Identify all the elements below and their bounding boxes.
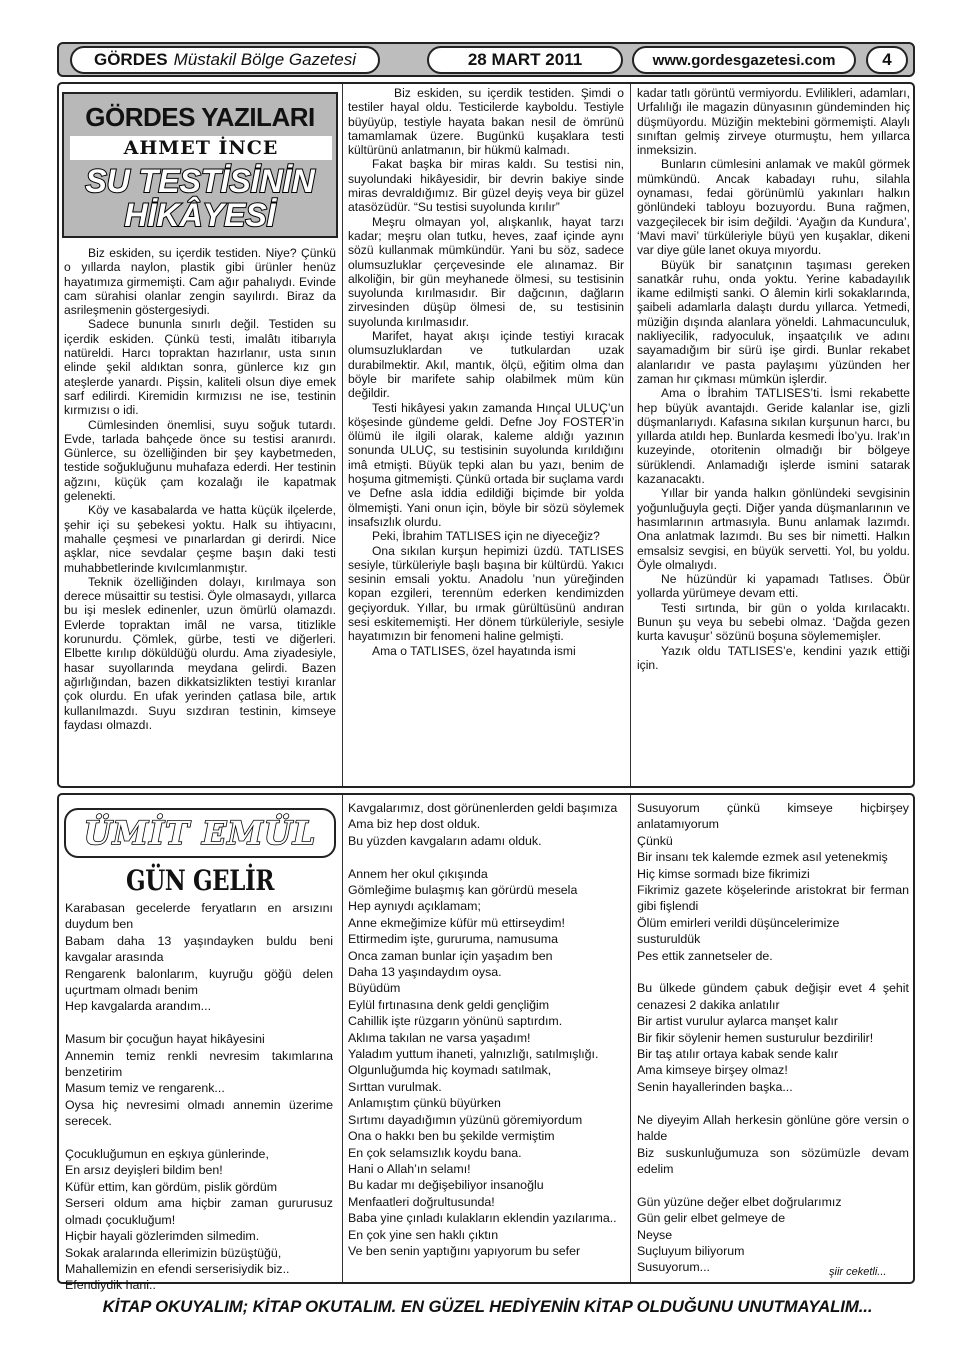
article-paragraph: Yazık oldu TATLISES’e, kendini yazık ettiği için. <box>637 643 910 672</box>
article-paragraph: Ama o TATLISES, özel hayatında ismi <box>372 643 576 658</box>
poem-line: En arsız deyişleri bildim ben! <box>65 1163 223 1178</box>
poem-line: Anlamıştım çünkü büyürken <box>348 1096 501 1111</box>
poem-column-3 <box>637 800 909 1276</box>
article-paragraph: Cümlesinden önemlisi, suyu soğuk tutardı. Evde, tarlada bahçede önce su testisi aranırdı. Günlerce, su özelliğinden bir şey kaybetmeden, testide soğukluğunu muhafaza ederdi. Her testinin ağzını, küçük çam kozalağı ile kapatmak gelenekti. <box>64 417 336 504</box>
poem-line: Hiçbir hayali gözlerimden silmedim. <box>65 1229 260 1244</box>
poem-line: Aklıma takılan ne varsa yaşadım! <box>348 1030 531 1045</box>
poem-line: Menfaatleri doğrultusunda! <box>348 1194 495 1209</box>
article-paragraph: Fakat başka bir miras kaldı. Su testisi nin, suyolundaki hikâyesidir, bir devrin bakiye sinde miras devraldığımız. Bir güzel deyiş veya bir güzel atasözüdür. “Su testisi suyolunda kırılır” <box>348 157 624 215</box>
poem-line: Rengarenk balonlarım, kuyruğu göğü delen uçurtmam olmadı benim <box>65 966 333 998</box>
stanza-break <box>637 964 909 980</box>
footer-slogan: KİTAP OKUYALIM; KİTAP OKUTALIM. EN GÜZEL HEDİYENİN KİTAP OLDUĞUNU UNUTMAYALIM... <box>102 1297 873 1316</box>
paper-subtitle: Müstakil Bölge Gazetesi <box>173 50 357 69</box>
article-paragraph: Biz eskiden, su içerdik testiden. Şimdi o testiler hayal oldu. Testicilerde kayboldu. Testiyle büyüyüp, testiyle hayata bakan nesil de ömrünü tamamlamak üzere. Bugünkü kuşaklara testi kültürünü anlatmanın, bir hükmü kalmadı. <box>348 86 624 158</box>
poem-title: GÜN GELİR <box>125 864 274 897</box>
article-paragraph: Ne hüzündür ki yapamadı Tatlıses. Öbür yollarda yürümeye devam etti. <box>637 572 910 601</box>
poem-line: Masum temiz ve rengarenk... <box>65 1081 225 1096</box>
poem-line: Daha 13 yaşındaydım oysa. <box>348 965 502 980</box>
poem-line: Bir fikir söylenir hemen susturulur bezdirilir! <box>637 1030 874 1045</box>
poem-line: Ama biz hep dost olduk. <box>348 817 481 832</box>
poem-line: Annem her okul çıkışında <box>348 866 488 881</box>
column-divider <box>630 84 631 786</box>
poem-line: Hep aynıydı açıklamam; <box>348 899 481 914</box>
poem-line: Anne ekmeğimize küfür mü ettirseydim! <box>348 915 565 930</box>
poem-line: Ve ben senin yaptığını yapıyorum bu sefer <box>348 1243 581 1258</box>
poem-line: Gün gelir elbet gelmeye de <box>637 1211 786 1226</box>
poem-line: Biz suskunluğumuza son sözümüzle devam edelim <box>637 1145 909 1176</box>
poem-line: Karabasan gecelerde feryatların en arsızını duydum ben <box>65 901 333 932</box>
author-name: AHMET İNCE <box>70 136 332 160</box>
website-link[interactable]: www.gordesgazetesi.com <box>632 46 856 74</box>
article-paragraph: Teknik özelliğinden dolayı, kırılmaya son derece müsaittir su testisi. Öyle olmasaydı, yıllarca bu işi meslek edinenler, uzun ömürlü olamazdı. Evlerde topraktan imâl ne varsa, titizlikle korunurdu. Çömlek, gürbe, testi ve diğerleri. Elbette kırılıp döküldüğü olurdu. Ama ziyadesiyle, hasar suyollarında meydana gelirdi. Bazen ağırlığından, bazen dikkatsizlikten testiyi kıranlar çok olurdu. En ufak yerinden çatlasa bile, artık kullanılmazdı. Suyu sızdıran testinin, kimseye faydası olmazdı. <box>64 574 336 732</box>
poem-line: Oysa hiç nevresimi olmadı annemin üzerime serecek. <box>65 1097 333 1129</box>
poem-line: Sokak aralarında ellerimizin büzüştüğü, <box>65 1245 282 1260</box>
poem-line: Pes ettik zannetseler de. <box>637 948 773 963</box>
poem-line: Baba yine çınladı kulakların eklendin yazılarıma.. <box>348 1211 617 1226</box>
poem-line: Susuyorum... <box>637 1260 710 1275</box>
poem-line: Ne diyeyim Allah herkesin gönlüne göre versin o halde <box>637 1112 909 1144</box>
poem-line: Ölüm emirleri verildi düşüncelerimize <box>637 915 840 930</box>
poem-line: Çünkü <box>637 833 673 848</box>
stanza-break <box>637 1177 909 1193</box>
article-paragraph: Testi sırtında, bir gün o yolda kırılacaktı. Bunun şu veya bu sebebi olmaz. ‘Dağda gezen kurta kavuşur’ sözünü boşuna söylememişler. <box>637 600 910 644</box>
stanza-break <box>65 1015 333 1031</box>
poem-line: Senin hayallerinden başka... <box>637 1079 793 1094</box>
poem-line: susturuldük <box>637 932 701 947</box>
article-title-line-1: SU TESTİSİNİN <box>85 163 315 199</box>
article-paragraph: kadar tatlı görüntü vermiyordu. Evlilikleri, adamları, Urfalılığı ile magazin dünyasının gündeminden hiç düşmüyordu. Müziğin mektebini görmemişti. Alaylı sınıftan gelmiş zirveye oturmuştu, hem yıllarca inmeksizin. <box>637 86 910 158</box>
article-column-3 <box>637 86 910 672</box>
poem-line: Sırttan vurulmak. <box>348 1079 442 1094</box>
article-column-1 <box>64 246 336 732</box>
poem-line: Ona o hakkı ben bu şekilde vermiştim <box>348 1129 555 1144</box>
article-paragraph: Ona sıkılan kurşun hepimizi üzdü. TATLISES sesiyle, türküleriyle başlı başına bir kültürdü. Yakıcı sesinin emsali yoktu. Anadolu ’nun yüreğinden kopan ezgileri, terennüm ederken kendimizden geçiyorduk. Yıllar, bu ırmak gürültüsünü andıran sesi eskitememişti. Her dönem türküleriyle, sesiyle hayatımızın bir fenomeni haline gelmişti. <box>348 543 624 644</box>
poem-line: En çok selamsızlık koydu bana. <box>348 1145 522 1160</box>
poem-author-banner: ÜMİT EMÜL <box>64 808 336 858</box>
article-paragraph: Biz eskiden, su içerdik testiden. Niye? Çünkü o yıllarda naylon, plastik gibi ürünler henüz hayatımıza girmemişti. Cam ağır pahalıydı. Evinde cam sürahisi olanlar zengin sayılırdı. Biraz da asrileşmenin göstergesiydi. <box>64 246 336 318</box>
poem-line: Efendiydik hani.. <box>65 1278 156 1293</box>
poem-line: Mahallemizin en efendi serserisiydik biz.. <box>65 1261 290 1276</box>
poem-line: Hep kavgalarda arandım... <box>65 999 212 1014</box>
column-divider <box>630 795 631 1282</box>
section-title: GÖRDES YAZILARI <box>85 102 315 132</box>
article-paragraph: Sadece bununla sınırlı değil. Testiden su içerdik eskiden. Çünkü testi, imalâtı itibarıyla natüreldi. Harcı topraktan hazırlanır, usta sının elinde şekil aldıktan sonra, günlerce kız gın ateşlerde yanardı. Pişsin, kaliteli olsun diye emek sarf edilirdi. Kiremidin kırmızısı ne ise, testinin kırmızısı o idi. <box>64 317 336 418</box>
poem-line: Serseri oldum ama hiçbir zaman gururusuz olmadı çocukluğum! <box>65 1196 333 1227</box>
poem-line: Babam daha 13 yaşındayken buldu beni kavgalar arasında <box>65 933 333 965</box>
poem-line: En çok yine sen haklı çıktın <box>348 1227 499 1242</box>
poem-line: Sırtımı dayadığımın yüzünü göremiyordum <box>348 1112 583 1127</box>
poem-line: Kavgalarımız, dost görünenlerden geldi başımıza <box>348 801 618 815</box>
article-column-2 <box>348 86 624 658</box>
poem-line: Hani o Allah’ın selamı! <box>348 1161 471 1176</box>
poem-line: Bu kadar mı değişebiliyor insanoğlu <box>348 1178 544 1193</box>
paper-name: GÖRDES <box>93 50 168 69</box>
article-paragraph: Yıllar bir yanda halkın gönlündeki sevgisinin yoğunluğuyla geçti. Diğer yanda düşmanlarının ve hasımlarının artmasıyla. Bunu anlamak lazımdı. Ona anlatmak lazımdı. Bu ses bir nimetti. Halkın emsalsiz sevgisi, en büyük servetti. Yol, bu yoldu. Öyle olmalıydı. <box>637 486 910 572</box>
poem-line: Çocukluğumun en eşkıya günlerinde, <box>65 1147 269 1162</box>
article-paragraph: Köy ve kasabalarda ve hatta küçük ilçelerde, şehir içi su şebekesi yoktu. Halk su ihtiyacını, mahalle çeşmesi ve pınarlardan gi derirdi. Nice aşklar, nice sevdalar çeşme başın daki testi muhabbetlerinde kıvılcımlanmıştır. <box>64 503 336 575</box>
article-paragraph: Peki, İbrahim TATLISES için ne diyeceğiz? <box>372 529 600 544</box>
stanza-break <box>65 1130 333 1146</box>
article-title-box <box>62 92 338 238</box>
paper-name-pill <box>70 46 380 74</box>
article-paragraph: Meşru olmayan yol, alışkanlık, hayat tarzı kadar; meşru olan tutku, heves, zaaf içinde aynı sözü kullanmak mümkündür. Yani bu söz, sadece olumsuzluklar çerçevesinde ele alınamaz. Bir alkoliğin, bir gün meyhanede ölmesi, su testisinin suyolunda kırılmasıdır. Bir dağcının, dağların zirvesinden düşüp ölmesi de, su testisinin suyolunda kırılmasıdır. <box>348 214 624 329</box>
stanza-break <box>348 849 622 865</box>
poem-column-2 <box>348 800 622 1259</box>
poem-line: Bir insanı tek kalemde ezmek asıl yetenekmiş <box>637 850 888 865</box>
poem-line: Neyse <box>637 1227 673 1242</box>
column-divider <box>342 84 343 786</box>
poem-line: Yaladım yuttum ihaneti, yalnızlığı, satılmışlığı. <box>348 1047 599 1062</box>
issue-date: 28 MART 2011 <box>427 46 623 74</box>
article-paragraph: Ama o İbrahim TATLISES’ti. İsmi rekabette hep büyük avantajdı. Geride kalanlar ise, gizli düşmanlarıydı. Kafasına sıkılan kurşunun harcı, bu yıllarda atıldı hep. Bunlarda kesmedi İbo’yu. Irak’ın kuzeyinde, otoritenin olmadığı bir bölgeye sürüklendi. Anlamadığı işlerde ismini satarak kazanacaktı. <box>637 386 910 487</box>
poem-line: Fikrimiz gazete köşelerinde aristokrat bir ferman gibi fişlendi <box>637 883 909 914</box>
poem-line: Annemin temiz renkli nevresim takımlarına benzetirim <box>65 1048 333 1080</box>
poem-line: Onca zaman bunlar için yaşadım ben <box>348 948 553 963</box>
poem-line: Susuyorum çünkü kimseye hiçbirşey anlatamıyorum <box>637 801 909 832</box>
poem-line: Bu yüzden kavgaların adamı olduk. <box>348 833 542 848</box>
article-paragraph: Bunların cümlesini anlamak ve makûl görmek mümkündü. Ancak kabadayı ruhu, silahla oynaması, fedai görünümlü yakınları halkın gönlündeki tabloyu bozuyordu. Buna rağmen, vazgeçilecek bir isim değildi. ‘Ayağın da Kundura’, ‘Mavi mavi’ türküleriyle büyü yen kuşaklar, dikeni var diye güle lanet okuya mıyordu. <box>637 157 910 258</box>
poem-line: Masum bir çocuğun hayat hikâyesini <box>65 1032 265 1047</box>
poem-line: Bir artist vurulur aylarca manşet kalır <box>637 1014 839 1029</box>
poem-line: Ama kimseye birşey olmaz! <box>637 1063 788 1078</box>
poem-line: Suçluyum biliyorum <box>637 1243 745 1258</box>
poem-line: Bu ülkede gündem çabuk değişir evet 4 şehit cenazesi 2 dakika anlatılır <box>637 981 909 1012</box>
column-divider <box>342 795 343 1282</box>
poem-continued-note: şiir ceketli... <box>829 1266 887 1278</box>
stanza-break <box>637 1095 909 1111</box>
poem-line: Cahillik işte rüzgarın yönünü saptırdım. <box>348 1014 563 1029</box>
poem-column-1 <box>65 900 333 1294</box>
poem-line: Ettirmedim işte, gururuma, namusuma <box>348 932 559 947</box>
page-number: 4 <box>866 46 908 74</box>
article-paragraph: Testi hikâyesi yakın zamanda Hınçal ULUÇ’un köşesinde gündeme geldi. Defne Joy FOSTER’in ölümü ile ilgili olarak, kaleme aldığı yazının sonunda ULUÇ, su testisinin suyolunda kırıldığını imâ etmişti. Büyük tepki alan bu yazı, benim de hoşuma gitmemişti. Çünkü ortada bir suçlama vardı ve Defne asla iddia edildiği biçimde bir yolda ölmemişti. Yani onun için, böyle bir sözü söylemek insafsızlık olurdu. <box>348 400 624 529</box>
poem-line: Gün yüzüne değer elbet doğrularımız <box>637 1194 842 1209</box>
poem-line: Gömleğime bulaşmış kan görürdü mesela <box>348 883 578 898</box>
poem-line: Küfür ettim, kan gördüm, pislik gördüm <box>65 1179 278 1194</box>
article-paragraph: Büyük bir sanatçının taşıması gereken sanatkâr ruhu, onda yoktu. Yerine kabadayılık ikame edilmişti sanki. O âlemin kirli sokaklarında, şaibeli adamlarla dalaştı durdu yıllarca. Yetmedi, müziğin dışında alanlara yöneldi. Lahmacunculuk, nakliyecilik, radyoculuk, inşaatçılık ve adını sayamadığım bir sürü işe girdi. Bunlar rekabet alanlarıdır ve pasta paylaşımı yüzünden her zaman hır çıkması mümkün işlerdir. <box>637 257 910 386</box>
poem-line: Bir taş atılır ortaya kabak sende kalır <box>637 1047 839 1062</box>
article-title-line-2: HİKÂYESİ <box>124 197 276 233</box>
article-paragraph: Marifet, hayat akışı içinde testiyi kıracak olumsuzluklardan ve tutkulardan uzak durabilmektir. Akıl, mantık, ölçü, eğitim olma dan böyle bir marifete sahip olabilmek müm kün değildir. <box>348 329 624 401</box>
poem-line: Eylül fırtınasına denk geldi gençliğim <box>348 997 550 1012</box>
poem-line: Hiç kimse sormadı bize fikrimizi <box>637 866 810 881</box>
poem-line: Büyüdüm <box>348 981 401 996</box>
poem-line: Olgunluğumda hiç koymadı satılmak, <box>348 1063 552 1078</box>
